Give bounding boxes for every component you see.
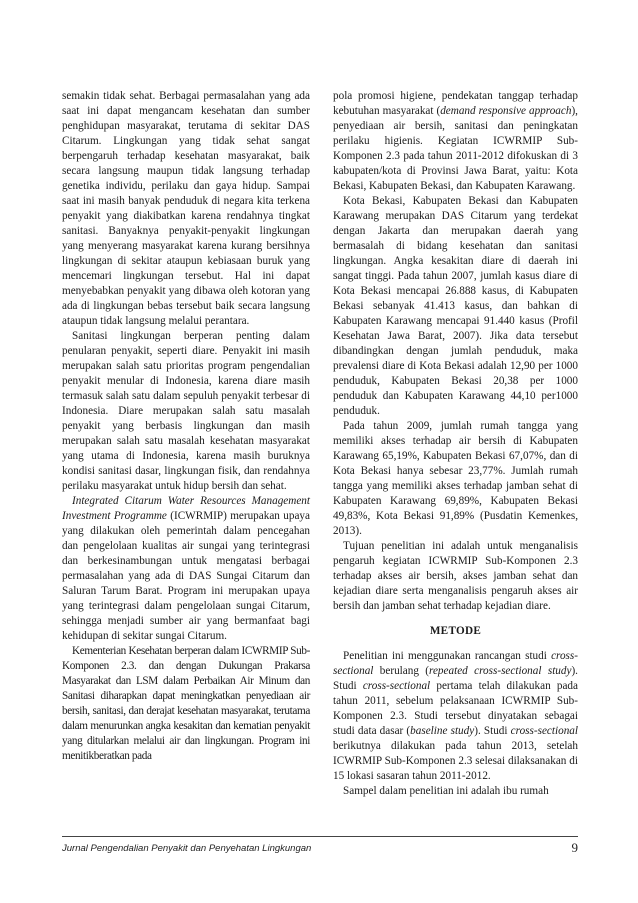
- journal-title: Jurnal Pengendalian Penyakit dan Penyehatan Lingkungan: [62, 843, 312, 854]
- italic-term: baseline study: [410, 725, 475, 737]
- body-paragraph: Kementerian Kesehatan berperan dalam ICWRMIP Sub-Komponen 2.3. dan dengan Dukungan Prakarsa Masyarakat dan LSM dalam Perbaikan Air Minum dan Sanitasi diharapkan dapat meningkatkan penyediaan air bersih, sanitasi, dan derajat kesehatan masyarakat, terutama dalam menurunkan angka kesakitan dan kematian penyakit yang ditularkan melalui air dan lingkungan. Program ini menitikberatkan pada: [62, 645, 310, 762]
- body-paragraph: [62, 494, 310, 644]
- paragraph-text: pertama telah dilakukan pada tahun 2011, sebelum pelaksanaan ICWRMIP Sub-Komponen 2.3. Studi tersebut dinyatakan sebagai studi data dasar (: [333, 680, 578, 737]
- body-paragraph: Kota Bekasi, Kabupaten Bekasi dan Kabupaten Karawang merupakan DAS Citarum yang terdekat dengan Jakarta dan merupakan daerah yang bermasalah di bidang kesehatan dan sanitasi lingkungan. Angka kesakitan diare di daerah ini sangat tinggi. Pada tahun 2007, jumlah kasus diare di Kota Bekasi mencapai 26.888 kasus, di Kabupaten Bekasi sebanyak 41.413 kasus, dan bahkan di Kabupaten Karawang mencapai 91.440 kasus (Profil Kesehatan Jawa Barat, 2007). Jika data tersebut dibandingkan dengan jumlah penduduk, maka prevalensi diare di Kota Bekasi adalah 12,90 per 1000 penduduk, Kabupaten Bekasi 20,38 per 1000 penduduk dan Kabupaten Karawang 44,10 per1000 penduduk.: [333, 195, 578, 417]
- paragraph-text: berulang (: [373, 665, 430, 677]
- body-paragraph: [333, 89, 578, 194]
- paragraph-text: ). Studi: [474, 725, 511, 737]
- italic-term: demand responsive approach: [440, 105, 572, 117]
- italic-term: cross-sectional: [362, 680, 431, 692]
- paragraph-text: (ICWRMIP) merupakan upaya yang dilakukan oleh pemerintah dalam pencegahan dan pengelolaan kualitas air sungai yang terintegrasi dan berkesinambungan untuk mengatasi berbagai permasalahan yang ada di DAS Sungai Citarum dan Saluran Tarum Barat. Program ini merupakan upaya yang terintegrasi dalam pengelolaan sungai Citarum, sehingga menjadi sumber air yang bermanfaat bagi kehidupan di sekitar sungai Citarum.: [62, 510, 310, 642]
- paragraph-text: ), penyediaan air bersih, sanitasi dan peningkatan perilaku higienis. Kegiatan ICWRMIP Sub-Komponen 2.3 pada tahun 2011-2012 difokuskan di 3 kabupaten/kota di Provinsi Jawa Barat, yaitu: Kota Bekasi, Kabupaten Bekasi, dan Kabupaten Karawang.: [333, 105, 578, 192]
- page-number: 9: [571, 840, 578, 855]
- footer-divider: [62, 836, 578, 837]
- body-paragraph: [333, 649, 578, 784]
- body-paragraph: Pada tahun 2009, jumlah rumah tangga yang memiliki akses terhadap air bersih di Kabupaten Karawang 65,19%, Kabupaten Bekasi 67,07%, dan di Kota Bekasi hanya sebesar 23,77%. Jumlah rumah tangga yang memiliki akses terhadap jamban sehat di Kabupaten Karawang 69,89%, Kabupaten Bekasi 49,83%, Kota Bekasi 91,89% (Pusdatin Kemenkes, 2013).: [333, 420, 578, 537]
- body-paragraph: Sampel dalam penelitian ini adalah ibu rumah: [343, 785, 549, 797]
- body-paragraph: Sanitasi lingkungan berperan penting dalam penularan penyakit, seperti diare. Penyakit ini masih merupakan salah satu prioritas program pengendalian penyakit menular di Indonesia, karena diare masih termasuk salah satu dalam sepuluh penyakit terbesar di Indonesia. Diare merupakan salah satu masalah penyakit yang berbasis lingkungan dan masih merupakan salah satu masalah kesehatan masyarakat yang utama di Indonesia, karena masih buruknya kondisi sanitasi dasar, lingkungan fisik, dan rendahnya perilaku masyarakat untuk hidup bersih dan sehat.: [62, 330, 310, 492]
- right-column: [333, 89, 578, 799]
- italic-term: Integrated Citarum Water Resources Management Investment Programme: [62, 495, 310, 522]
- section-heading: METODE: [429, 625, 482, 637]
- body-paragraph: semakin tidak sehat. Berbagai permasalahan yang ada saat ini dapat mengancam kesehatan dan sumber penghidupan masyarakat, terutama di sekitar DAS Citarum. Lingkungan yang tidak sehat sangat berpengaruh terhadap kesehatan masyarakat, baik secara langsung maupun tidak langsung terhadap genetika individu, perilaku dan gaya hidup. Sampai saat ini masih banyak penduduk di negara kita terkena penyakit yang diakibatkan karena rendahnya tingkat sanitasi. Banyaknya penyakit-penyakit lingkungan yang menyerang masyarakat karena kurang bersihnya lingkungan di sekitar ataupun kebiasaan buruk yang mencemari lingkungan tersebut. Hal ini dapat menyebabkan penyakit yang dibawa oleh kotoran yang ada di lingkungan bebas tersebut baik secara langsung ataupun tidak langsung melalui perantara.: [62, 90, 310, 327]
- left-column: [62, 89, 310, 764]
- paragraph-text: berikutnya dilakukan pada tahun 2013, setelah ICWRMIP Sub-Komponen 2.3 selesai dilaksanakan di 15 lokasi sasaran tahun 2011-2012.: [333, 740, 578, 782]
- italic-term: cross-sectional: [510, 725, 578, 737]
- italic-term: cross-sectional: [333, 650, 578, 677]
- italic-term: repeated cross-sectional study: [429, 665, 572, 677]
- paragraph-text: ). Studi: [333, 665, 578, 692]
- paragraph-text: pola promosi higiene, pendekatan tanggap terhadap kebutuhan masyarakat (: [333, 90, 578, 117]
- body-paragraph: Tujuan penelitian ini adalah untuk menganalisis pengaruh kegiatan ICWRMIP Sub-Komponen 2.3 terhadap akses air bersih, akses jamban sehat dan kejadian diare serta menganalisis pengaruh akses air bersih dan jamban sehat terhadap kejadian diare.: [333, 540, 578, 612]
- paragraph-text: Penelitian ini menggunakan rancangan studi: [343, 650, 552, 662]
